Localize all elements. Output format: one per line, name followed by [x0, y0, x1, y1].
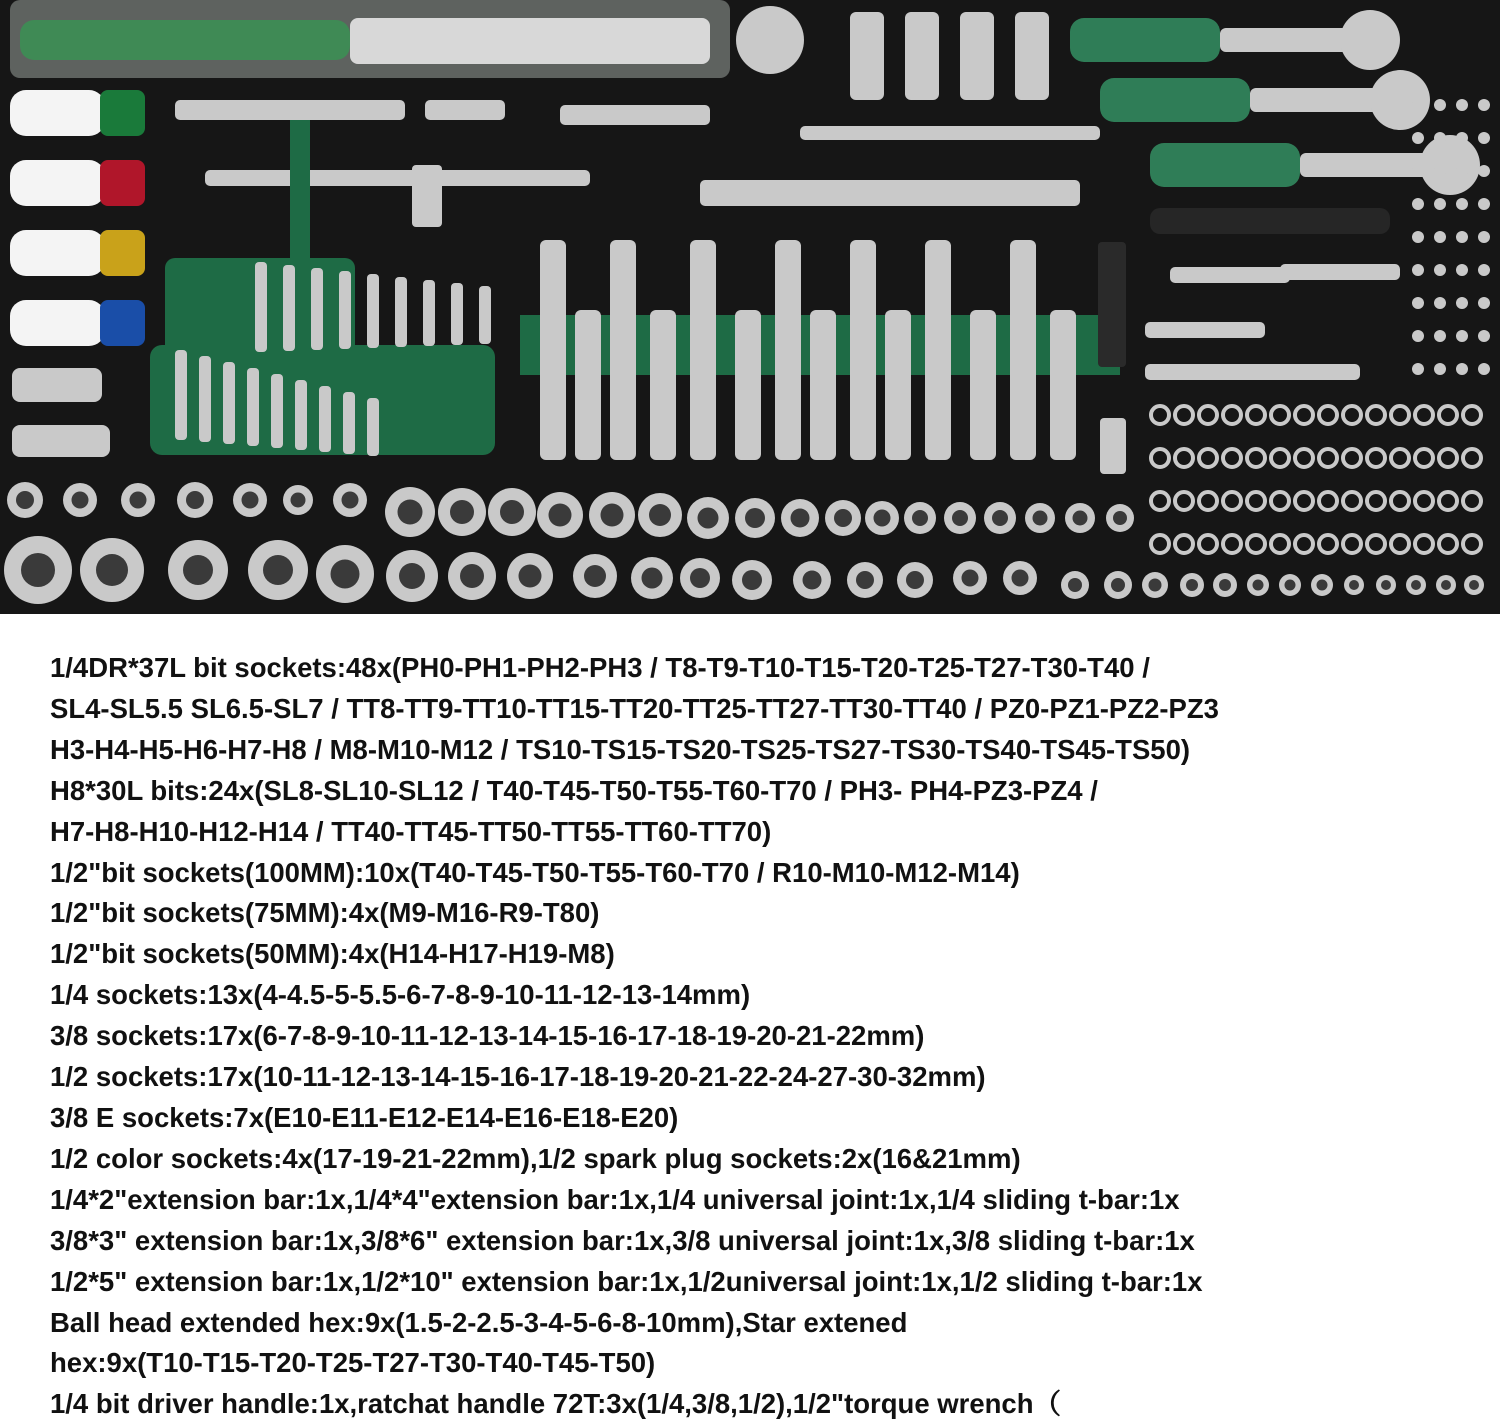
socket-bore [649, 504, 671, 526]
bit-driver-handle [1150, 208, 1390, 234]
bit-socket-icon [905, 12, 939, 100]
socket-bore [450, 500, 474, 524]
hex-key-icon [199, 356, 211, 442]
socket-bore [698, 508, 719, 529]
bit-icon [1412, 132, 1424, 144]
socket-bore [690, 568, 710, 588]
extension-bar-icon [700, 180, 1080, 206]
color-socket-cap [100, 90, 145, 136]
hex-key-icon [395, 277, 407, 347]
socket-bore [21, 553, 55, 587]
socket-bore [1469, 580, 1479, 590]
socket-bore [130, 492, 147, 509]
hex-key-icon [423, 280, 435, 346]
socket-bore [906, 571, 924, 589]
socket-bore [834, 509, 852, 527]
hex-key-icon [367, 274, 379, 348]
spec-line: SL4-SL5.5 SL6.5-SL7 / TT8-TT9-TT10-TT15-TT20-TT25-TT27-TT30-TT40 / PZ0-PZ1-PZ2-PZ3 [50, 692, 1219, 724]
socket-bore [1113, 511, 1127, 525]
socket-bore [398, 500, 423, 525]
spec-line: 1/2 color sockets:4x(17-19-21-22mm),1/2 spark plug sockets:2x(16&21mm) [50, 1142, 1021, 1174]
socket-bore [331, 560, 360, 589]
torque-wrench-icon [350, 18, 710, 64]
hex-key-icon [479, 286, 491, 344]
hex-key-icon [295, 380, 307, 450]
bit-socket-icon [775, 240, 801, 460]
hex-key-icon [223, 362, 235, 444]
bit-icon [1434, 165, 1446, 177]
spec-line: 1/4 sockets:13x(4-4.5-5-5.5-6-7-8-9-10-11-12-13-14mm) [50, 979, 751, 1011]
bit-icon [1412, 231, 1424, 243]
bit-icon [1434, 330, 1446, 342]
socket-bore [874, 510, 891, 527]
socket-bore [242, 492, 259, 509]
socket-bore [342, 492, 359, 509]
universal-joint-icon [1280, 264, 1400, 280]
socket-bore [1349, 580, 1359, 590]
spec-line: H8*30L bits:24x(SL8-SL10-SL12 / T40-T45-T50-T55-T60-T70 / PH3- PH4-PZ3-PZ4 / [50, 774, 1098, 806]
bit-icon [1434, 297, 1446, 309]
hex-key-icon [343, 392, 355, 454]
socket-bore [912, 510, 928, 526]
color-socket-cap [100, 160, 145, 206]
extension-bar-icon [560, 105, 710, 125]
spec-line: 1/2 sockets:17x(10-11-12-13-14-15-16-17-18-19-20-21-22-24-27-30-32mm) [50, 1061, 986, 1093]
socket-bore [549, 504, 572, 527]
impact-bit-socket-icon [1098, 242, 1126, 367]
socket-bore [584, 565, 606, 587]
socket-bore [1068, 578, 1082, 592]
bit-icon [1412, 264, 1424, 276]
socket-bore [952, 510, 968, 526]
bit-icon [1478, 198, 1490, 210]
socket-bore [1012, 570, 1029, 587]
hex-key-icon [247, 368, 259, 446]
color-socket-icon [10, 160, 105, 206]
ratchet-grip [1070, 18, 1220, 62]
bit-icon [1412, 99, 1424, 111]
spec-line: 1/2"bit sockets(75MM):4x(M9-M16-R9-T80) [50, 897, 600, 929]
color-socket-cap [100, 300, 145, 346]
spec-line: Ball head extended hex:9x(1.5-2-2.5-3-4-5-6-8-10mm),Star extened [50, 1306, 908, 1338]
tool-tray-illustration [0, 0, 1500, 614]
ratchet-icon [1220, 28, 1350, 52]
socket-bore [183, 555, 213, 585]
hex-key-icon [367, 398, 379, 456]
color-socket-icon [10, 230, 105, 276]
socket-bore [1149, 579, 1162, 592]
hex-key-icon [175, 350, 187, 440]
extension-bar-icon [425, 100, 505, 120]
bit-icon [1434, 264, 1446, 276]
socket-bore [601, 504, 624, 527]
socket-bore [803, 571, 822, 590]
bit-socket-icon [1050, 310, 1076, 460]
hex-key-icon [255, 262, 267, 352]
spark-plug-socket-icon [12, 368, 102, 402]
spec-line: 3/8 E sockets:7x(E10-E11-E12-E14-E16-E18-E20) [50, 1101, 679, 1133]
bit-socket-icon [735, 310, 761, 460]
bit-icon [1478, 330, 1490, 342]
bit-icon [1434, 99, 1446, 111]
color-socket-icon [10, 300, 105, 346]
spec-line: 3/8*3" extension bar:1x,3/8*6" extension bar:1x,3/8 universal joint:1x,3/8 sliding t-bar:1x [50, 1224, 1195, 1256]
socket-bore [856, 571, 874, 589]
socket-bore [399, 563, 425, 589]
spec-line: 1/2*5" extension bar:1x,1/2*10" extension bar:1x,1/2universal joint:1x,1/2 sliding t-bar:1x [50, 1265, 1203, 1297]
bit-socket-icon [650, 310, 676, 460]
spec-line: 1/2"bit sockets(50MM):4x(H14-H17-H19-M8) [50, 938, 615, 970]
bit-icon [1456, 363, 1468, 375]
socket-bore [1186, 579, 1198, 591]
bit-icon [1456, 99, 1468, 111]
bit-socket-icon [540, 240, 566, 460]
socket-bore [992, 510, 1008, 526]
hex-key-icon [283, 265, 295, 351]
spec-list [50, 648, 1490, 1425]
bit-icon [1434, 198, 1446, 210]
bit-icon [1456, 132, 1468, 144]
socket-bore [1285, 580, 1296, 591]
insert-slot [290, 120, 310, 260]
socket-bore [500, 500, 524, 524]
ratchet-grip [1100, 78, 1250, 122]
universal-joint-icon [1170, 267, 1290, 283]
bit-icon [1456, 330, 1468, 342]
bit-icon [1478, 231, 1490, 243]
socket-bore [519, 565, 542, 588]
bit-socket-icon [970, 310, 996, 460]
bit-socket-icon [960, 12, 994, 100]
bit-socket-icon [1010, 240, 1036, 460]
extension-bar-icon [205, 170, 590, 186]
ratchet-grip [1150, 143, 1300, 187]
bit-icon [1478, 363, 1490, 375]
extension-bar-icon [800, 126, 1100, 140]
bit-icon [1434, 132, 1446, 144]
spark-plug-socket-icon [12, 425, 110, 457]
bit-icon [1478, 297, 1490, 309]
bit-icon [1456, 264, 1468, 276]
socket-bore [1219, 579, 1231, 591]
spec-line: 1/2"bit sockets(100MM):10x(T40-T45-T50-T55-T60-T70 / R10-M10-M12-M14) [50, 856, 1020, 888]
socket-bore [1033, 511, 1048, 526]
hex-key-icon [271, 374, 283, 448]
socket-bore [1317, 580, 1328, 591]
socket-bore [1111, 578, 1125, 592]
spec-line: H7-H8-H10-H12-H14 / TT40-TT45-TT50-TT55-TT60-TT70) [50, 815, 772, 847]
bit-socket-icon [575, 310, 601, 460]
socket-bore [96, 554, 128, 586]
bit-socket-icon [925, 240, 951, 460]
socket-bore [742, 570, 762, 590]
ratchet-head [1420, 135, 1480, 195]
socket-bore [263, 555, 293, 585]
socket-bore [1381, 580, 1391, 590]
bit-icon [1478, 99, 1490, 111]
bit-socket-icon [610, 240, 636, 460]
extension-bar-icon [175, 100, 405, 120]
bit-icon [1412, 330, 1424, 342]
socket-bore [16, 491, 34, 509]
socket-bore [745, 508, 765, 528]
bit-socket-icon [690, 240, 716, 460]
socket-bore [642, 568, 663, 589]
color-socket-cap [100, 230, 145, 276]
spec-line: H3-H4-H5-H6-H7-H8 / M8-M10-M12 / TS10-TS15-TS20-TS25-TS27-TS30-TS40-TS45-TS50) [50, 733, 1191, 765]
socket-bore [791, 509, 810, 528]
socket-bore [1441, 580, 1451, 590]
bit-icon [1456, 198, 1468, 210]
universal-joint-icon [1240, 364, 1360, 380]
bit-socket-icon [1015, 12, 1049, 100]
bit-icon [1478, 264, 1490, 276]
socket-bore [962, 570, 979, 587]
bit-icon [1456, 165, 1468, 177]
ratchet-icon [1300, 153, 1430, 177]
bit-icon [1478, 132, 1490, 144]
bit-icon [1434, 231, 1446, 243]
bit-icon [1412, 363, 1424, 375]
socket-bore [1411, 580, 1421, 590]
socket-bore [72, 492, 89, 509]
bit-icon [1456, 231, 1468, 243]
socket-bore [291, 493, 306, 508]
color-socket-icon [10, 90, 105, 136]
bit-socket-icon [885, 310, 911, 460]
torque-wrench-grip [20, 20, 350, 60]
spec-line: hex:9x(T10-T15-T20-T25-T27-T30-T40-T45-T50) [50, 1347, 656, 1379]
t-bar-icon [412, 165, 442, 227]
socket-bore [460, 564, 484, 588]
bit-icon [1412, 297, 1424, 309]
ratchet-head [1340, 10, 1400, 70]
spec-line: 1/4*2"extension bar:1x,1/4*4"extension bar:1x,1/4 universal joint:1x,1/4 sliding t-bar:1x [50, 1183, 1180, 1215]
bit-socket-icon [1100, 418, 1126, 474]
bit-icon [1412, 198, 1424, 210]
spec-line: 1/4 bit driver handle:1x,ratchat handle 72T:3x(1/4,3/8,1/2),1/2"torque wrench（ [50, 1388, 1062, 1420]
hex-key-icon [451, 283, 463, 345]
socket-bore [186, 491, 204, 509]
ratchet-icon [1250, 88, 1380, 112]
socket-bore [1073, 511, 1088, 526]
bit-socket-icon [850, 12, 884, 100]
hex-key-icon [339, 271, 351, 349]
bit-socket-icon [810, 310, 836, 460]
socket-bore [1253, 580, 1264, 591]
bit-icon [1456, 297, 1468, 309]
spec-line: 1/4DR*37L bit sockets:48x(PH0-PH1-PH2-PH3 / T8-T9-T10-T15-T20-T25-T27-T30-T40 / [50, 652, 1150, 683]
hex-key-icon [319, 386, 331, 452]
bit-socket-icon [850, 240, 876, 460]
hex-key-icon [311, 268, 323, 350]
bit-icon [1412, 165, 1424, 177]
spec-line: 3/8 sockets:17x(6-7-8-9-10-11-12-13-14-15-16-17-18-19-20-21-22mm) [50, 1020, 925, 1052]
tool-tray-photo [0, 0, 1500, 614]
bit-icon [1478, 165, 1490, 177]
bit-icon [1434, 363, 1446, 375]
universal-joint-icon [1145, 322, 1265, 338]
torque-wrench-head [736, 6, 804, 74]
